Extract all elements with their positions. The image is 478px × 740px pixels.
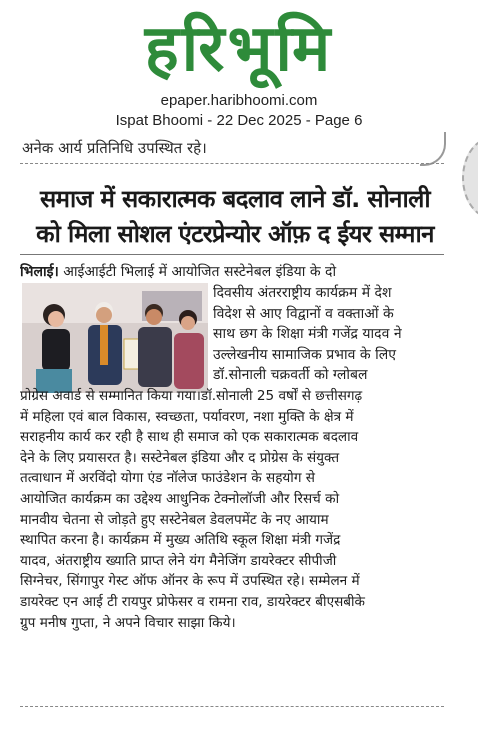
article-line: दिवसीय अंतरराष्ट्रीय कार्यक्रम में देश bbox=[213, 285, 392, 301]
article-line: सिग्नेचर, सिंगापुर गेस्ट ऑफ ऑनर के रूप में उपस्थित रहे। सम्मेलन में bbox=[20, 573, 360, 590]
headline-rule bbox=[20, 254, 444, 255]
logo-text: हरिभूमि bbox=[144, 11, 334, 86]
award-photo bbox=[22, 283, 208, 393]
epaper-url[interactable]: epaper.haribhoomi.com bbox=[160, 92, 318, 109]
issue-info: Ispat Bhoomi - 22 Dec 2025 - Page 6 bbox=[115, 112, 363, 129]
page-corner-decoration bbox=[462, 136, 478, 220]
article-line: ग्रुप मनीष गुप्ता, ने अपने विचार साझा किये। bbox=[20, 614, 236, 631]
newspaper-logo[interactable] bbox=[0, 8, 478, 90]
article-line: में महिला एवं बाल विकास, स्वच्छता, पर्यावरण, नशा मुक्ति के क्षेत्र में bbox=[20, 408, 354, 425]
headline-line-1: समाज में सकारात्मक बदलाव लाने डॉ. सोनाली bbox=[39, 185, 431, 213]
haribhoomi-logo-icon bbox=[92, 8, 386, 90]
article-line: उल्लेखनीय सामाजिक प्रभाव के लिए bbox=[213, 346, 396, 363]
article-line: डॉ.सोनाली चक्रवर्ती को ग्लोबल bbox=[213, 367, 368, 384]
article-line: देने के लिए प्रयासरत है। सस्टेनेबल इंडिया और द प्रोग्रेस के संयुक्त bbox=[20, 449, 340, 466]
award-ceremony-image-icon bbox=[22, 283, 208, 393]
dateline: भिलाई। bbox=[20, 264, 59, 280]
headline-line-2: को मिला सोशल एंटरप्रेन्योर ऑफ़ द ईयर सम्मान bbox=[36, 220, 434, 248]
article-first-line bbox=[20, 262, 446, 283]
article-line: डायरेक्ट एन आई टी रायपुर प्रोफेसर व रामना राव, डायरेक्टर बीएसबीके bbox=[20, 593, 366, 610]
article-body bbox=[20, 386, 446, 633]
article-line: तत्वाधान में अरविंदो योगा एंड नॉलेज फाउंडेशन के सहयोग से bbox=[20, 470, 315, 487]
clip-cut-line-bottom bbox=[20, 706, 444, 707]
article-line: विदेश से आए विद्वानों व वक्ताओं के bbox=[213, 305, 394, 322]
clip-cut-line-top bbox=[20, 163, 444, 164]
article-line: प्रोग्रेस अवार्ड से सम्मानित किया गया।डॉ.सोनाली 25 वर्षों से छत्तीसगढ़ bbox=[20, 388, 363, 404]
article-wrapped-column bbox=[213, 283, 446, 386]
article-line: आयोजित कार्यक्रम का उद्देश्य आधुनिक टेक्नोलॉजी और रिसर्च को bbox=[20, 490, 340, 507]
article-line: यादव, अंतराष्ट्रीय ख्याति प्राप्त लेने यंग मैनेजिंग डायरेक्टर सीपीजी bbox=[20, 552, 337, 569]
first-line-text: आईआईटी भिलाई में आयोजित सस्टेनेबल इंडिया के दो bbox=[58, 264, 337, 280]
article-line: स्थापित करना है। कार्यक्रम में मुख्य अतिथि स्कूल शिक्षा मंत्री गजेंद्र bbox=[20, 532, 341, 549]
article-line: सराहनीय कार्य कर रही है साथ ही समाज को एक सकारात्मक बदलाव bbox=[20, 429, 359, 446]
previous-article-fragment: अनेक आर्य प्रतिनिधि उपस्थित रहे। bbox=[22, 139, 207, 157]
article-line: मानवीय चेतना से जोड़ते हुए सस्टेनेबल डेवलपमेंट के नए आयाम bbox=[20, 511, 329, 528]
article-line: साथ छग के शिक्षा मंत्री गजेंद्र यादव ने bbox=[213, 326, 402, 343]
